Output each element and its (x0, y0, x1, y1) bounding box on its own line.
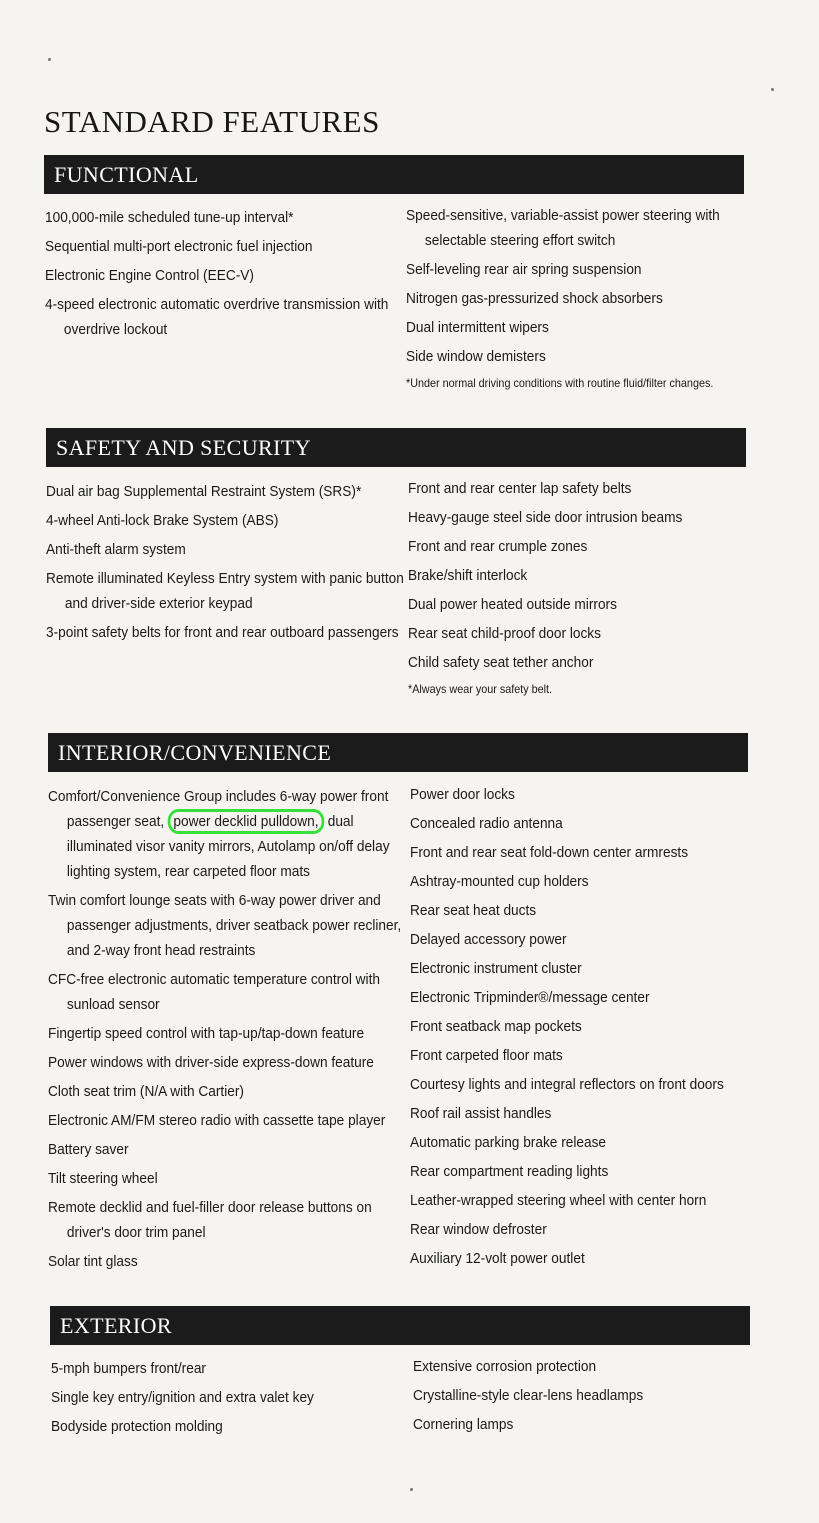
interior-right-list (410, 782, 755, 1275)
list-item: 4-speed electronic automatic overdrive transmission with overdrive lockout (45, 296, 389, 338)
list-item: Electronic instrument cluster (410, 960, 582, 977)
list-item: Brake/shift interlock (408, 567, 528, 584)
list-item: Leather-wrapped steering wheel with center horn (410, 1192, 707, 1209)
list-item: Electronic Tripminder®/message center (410, 989, 650, 1006)
list-item: CFC-free electronic automatic temperature control with sunload sensor (48, 971, 380, 1013)
list-item: Remote illuminated Keyless Entry system with panic button and driver-side exterior keypad (46, 570, 404, 612)
list-item: Twin comfort lounge seats with 6-way power driver and passenger adjustments, driver seatback power recliner, and 2-way front head restraints (48, 892, 402, 959)
section-header-functional: FUNCTIONAL (44, 155, 744, 194)
list-item: 3-point safety belts for front and rear outboard passengers (46, 624, 399, 641)
comfort-group-text-rest: dual illuminated visor vanity mirrors, Autolamp on/off delay lighting system, rear carpeted floor mats (66, 813, 390, 880)
list-item: Nitrogen gas-pressurized shock absorbers (406, 290, 663, 307)
exterior-right-list (413, 1354, 758, 1441)
list-item: Solar tint glass (48, 1253, 138, 1270)
list-item: 4-wheel Anti-lock Brake System (ABS) (46, 512, 279, 529)
list-item: Battery saver (48, 1141, 129, 1158)
section-header-interior: INTERIOR/CONVENIENCE (48, 733, 748, 772)
list-item: Dual air bag Supplemental Restraint System (SRS)* (46, 483, 362, 500)
list-item: Front carpeted floor mats (410, 1047, 563, 1064)
list-item: Anti-theft alarm system (46, 541, 186, 558)
highlighted-feature: power decklid pulldown, (168, 809, 324, 834)
list-item: Rear seat child-proof door locks (408, 625, 601, 642)
safety-right-list (408, 476, 748, 703)
list-item: Power door locks (410, 786, 515, 803)
comfort-group-text: Comfort/Convenience Group includes 6-way power front passenger seat, (48, 788, 389, 830)
list-item: Delayed accessory power (410, 931, 567, 948)
list-item: Heavy-gauge steel side door intrusion beams (408, 509, 683, 526)
list-item: Electronic Engine Control (EEC-V) (45, 267, 254, 284)
list-item: Dual intermittent wipers (406, 319, 549, 336)
list-item: Dual power heated outside mirrors (408, 596, 617, 613)
list-item: Remote decklid and fuel-filler door release buttons on driver's door trim panel (48, 1199, 372, 1241)
list-item: Electronic AM/FM stereo radio with cassette tape player (48, 1112, 386, 1129)
list-item: Front and rear center lap safety belts (408, 480, 632, 497)
scan-speck (48, 58, 51, 61)
list-item: Fingertip speed control with tap-up/tap-down feature (48, 1025, 365, 1042)
list-item: Cloth seat trim (N/A with Cartier) (48, 1083, 244, 1100)
list-item: Rear seat heat ducts (410, 902, 537, 919)
footnote: *Under normal driving conditions with routine fluid/filter changes. (406, 376, 714, 390)
footnote: *Always wear your safety belt. (408, 682, 553, 696)
list-item: Child safety seat tether anchor (408, 654, 594, 671)
scan-speck (771, 88, 774, 91)
list-item: Ashtray-mounted cup holders (410, 873, 589, 890)
list-item-comfort-group (48, 784, 412, 884)
list-item: Crystalline-style clear-lens headlamps (413, 1387, 644, 1404)
scan-speck (410, 1488, 413, 1491)
list-item: Courtesy lights and integral reflectors on front doors (410, 1076, 724, 1093)
list-item: Speed-sensitive, variable-assist power steering with selectable steering effort switch (406, 207, 720, 249)
list-item: Extensive corrosion protection (413, 1358, 597, 1375)
list-item: Sequential multi-port electronic fuel injection (45, 238, 313, 255)
list-item: Self-leveling rear air spring suspension (406, 261, 642, 278)
list-item: Bodyside protection molding (51, 1418, 223, 1435)
list-item: Tilt steering wheel (48, 1170, 158, 1187)
list-item: Single key entry/ignition and extra valet key (51, 1389, 314, 1406)
list-item: Rear window defroster (410, 1221, 547, 1238)
list-item: Concealed radio antenna (410, 815, 563, 832)
functional-right-list (406, 203, 746, 397)
interior-left-list (48, 784, 402, 1278)
list-item: Power windows with driver-side express-down feature (48, 1054, 374, 1071)
page-title: STANDARD FEATURES (44, 104, 380, 139)
safety-left-list (46, 479, 404, 649)
list-item: Cornering lamps (413, 1416, 514, 1433)
list-item: Roof rail assist handles (410, 1105, 552, 1122)
list-item: Automatic parking brake release (410, 1134, 607, 1151)
section-header-exterior: EXTERIOR (50, 1306, 750, 1345)
list-item: Rear compartment reading lights (410, 1163, 609, 1180)
list-item: Front and rear seat fold-down center armrests (410, 844, 689, 861)
list-item: 5-mph bumpers front/rear (51, 1360, 206, 1377)
exterior-left-list (51, 1356, 396, 1443)
list-item: Front seatback map pockets (410, 1018, 582, 1035)
functional-left-list (45, 205, 390, 346)
list-item: Auxiliary 12-volt power outlet (410, 1250, 585, 1267)
list-item: Side window demisters (406, 348, 546, 365)
list-item: 100,000-mile scheduled tune-up interval* (45, 209, 294, 226)
list-item: Front and rear crumple zones (408, 538, 588, 555)
section-header-safety: SAFETY AND SECURITY (46, 428, 746, 467)
